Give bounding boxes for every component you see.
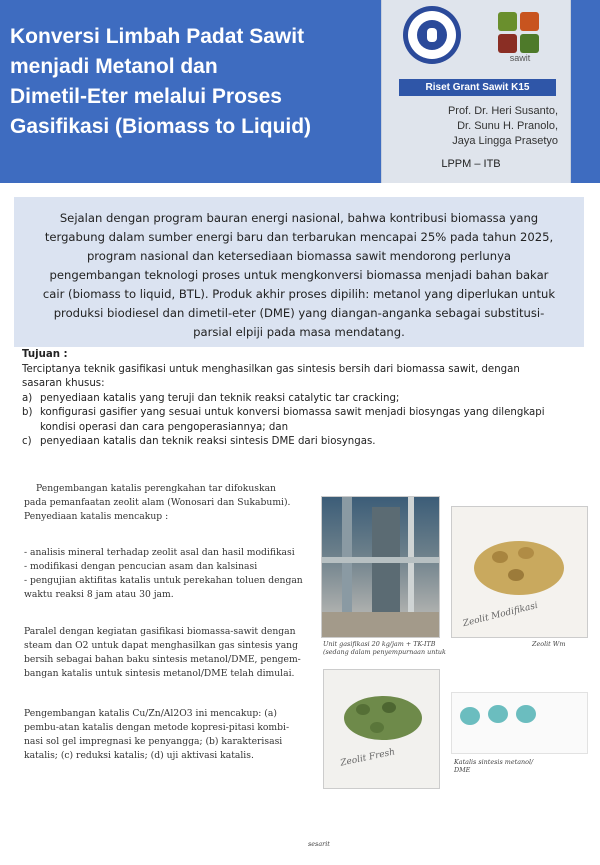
zeolite-modified-photo [451, 506, 588, 638]
objective-marker: b) [22, 407, 33, 418]
objective-text: kondisi operasi dan cara pengoperasiannya; dan [40, 421, 289, 433]
objective-marker: c) [22, 436, 32, 447]
text-line: bersih sebagai bahan baku sintesis metanol/DME, pengem- [24, 654, 301, 665]
poster-title [10, 22, 380, 142]
grant-badge: Riset Grant Sawit K15 [399, 79, 556, 96]
text-line: pembu-atan katalis dengan metode kopresi-pitasi kombi- [24, 722, 290, 733]
caption-line: Unit gasifikasi 20 kg/jam + TK-ITB [323, 640, 436, 648]
scanned-report-section [24, 482, 582, 862]
author-list [384, 104, 558, 149]
text-line: nasi sol gel impregnasi ke penyangga; (b) karakterisasi [24, 736, 283, 747]
gasification-paragraph [24, 625, 299, 681]
catalyst-bullet-list [24, 546, 303, 602]
zeolite-label: Zeolit Modifikasi [461, 600, 539, 630]
intro-paragraph [14, 197, 584, 347]
sawit-logo-word: sawit [509, 53, 531, 63]
text-line: Penyediaan katalis mencakup : [24, 511, 169, 522]
text-line: pada pemanfaatan zeolit alam (Wonosari dan Sukabumi). [24, 497, 291, 508]
objective-item [22, 392, 592, 407]
text-line: Pengembangan katalis Cu/Zn/Al2O3 ini mencakup: (a) [24, 708, 277, 719]
author-name: Jaya Lingga Prasetyo [452, 135, 558, 147]
itb-logo-icon [403, 6, 461, 64]
text-line: Pengembangan katalis perengkahan tar difokuskan [36, 483, 276, 494]
bullet-item: - pengujian aktifitas katalis untuk perekahan toluen dengan [24, 575, 303, 586]
zeolite-wm-caption: Zeolit Wm [532, 640, 566, 648]
fresh-label: Zeolit Fresh [339, 747, 396, 769]
gasifier-unit-photo [321, 496, 440, 638]
intro-line: parsial elpiji pada masa mendatang. [193, 325, 405, 339]
cu-zn-paragraph [24, 707, 299, 763]
objective-item [22, 435, 592, 450]
intro-line: program nasional dan ketersediaan biomassa sawit mendorong perlunya [86, 249, 512, 263]
catalyst-paragraph [24, 482, 299, 524]
objective-text: konfigurasi gasifier yang sesuai untuk konversi biomassa sawit menjadi biosyngas yang dilengkapi [40, 407, 545, 418]
objectives-heading: Tujuan : [22, 349, 68, 360]
caption-line: Katalis sintesis metanol/ [454, 758, 534, 766]
institution-label: LPPM – ITB [441, 158, 501, 170]
text-line: bangan katalis untuk sintesis metanol/DME telah dimulai. [24, 668, 295, 679]
objective-item [22, 406, 592, 421]
text-line: katalis; (c) reduksi katalis; (d) uji aktivasi katalis. [24, 750, 254, 761]
catalyst-caption [454, 758, 533, 774]
intro-line: cair (biomass to liquid, BTL). Produk akhir proses dipilih: metanol yang diperlukan untuk [42, 287, 556, 301]
text-line: steam dan O2 untuk dapat menghasilkan gas sintesis yang [24, 640, 298, 651]
author-name: Prof. Dr. Heri Susanto, [447, 105, 558, 117]
title-line: Dimetil-Eter melalui Proses [10, 85, 282, 108]
zeolite-fresh-photo [323, 669, 440, 789]
intro-line: pengembangan teknologi proses untuk mengkonversi biomassa menjadi bahan bakar [49, 268, 549, 282]
caption-line: (sedang dalam penyempurnaan untuk [323, 648, 446, 656]
dme-catalyst-photo [451, 692, 588, 754]
bullet-item: - analisis mineral terhadap zeolit asal dan hasil modifikasi [24, 547, 295, 558]
intro-line: Sejalan dengan program bauran energi nasional, bahwa kontribusi biomassa yang [59, 211, 539, 225]
title-line: Gasifikasi (Biomass to Liquid) [10, 115, 312, 138]
objectives-lead: Terciptanya teknik gasifikasi untuk menghasilkan gas sintesis bersih dari biomassa sawit, dengan [22, 363, 520, 375]
objective-text: penyediaan katalis yang teruji dan teknik reaksi catalytic tar cracking; [40, 392, 400, 404]
objectives-section [22, 348, 592, 450]
unit-caption [323, 640, 446, 656]
objective-marker: a) [22, 392, 33, 404]
objective-text: penyediaan katalis dan teknik reaksi sintesis DME dari biosyngas. [40, 436, 376, 447]
objectives-lead: sasaran khusus: [22, 378, 105, 389]
objective-item-cont [22, 421, 592, 436]
intro-line: tergabung dalam sumber energi baru dan terbarukan mencapai 25% pada tahun 2025, [44, 230, 554, 244]
bullet-item: - modifikasi dengan pencucian asam dan kalsinasi [24, 561, 258, 572]
footer-mark: sesarit [308, 840, 330, 848]
title-line: Konversi Limbah Padat Sawit [10, 25, 305, 48]
author-name: Dr. Sunu H. Pranolo, [457, 120, 558, 132]
title-line: menjadi Metanol dan [10, 55, 218, 78]
text-line: Paralel dengan kegiatan gasifikasi biomassa-sawit dengan [24, 626, 296, 637]
bullet-item: waktu reaksi 8 jam atau 30 jam. [24, 589, 174, 600]
intro-line: produksi biodiesel dan dimetil-eter (DME) yang diangan-anganka sebagai substitusi- [53, 306, 545, 320]
caption-line: DME [454, 766, 471, 774]
